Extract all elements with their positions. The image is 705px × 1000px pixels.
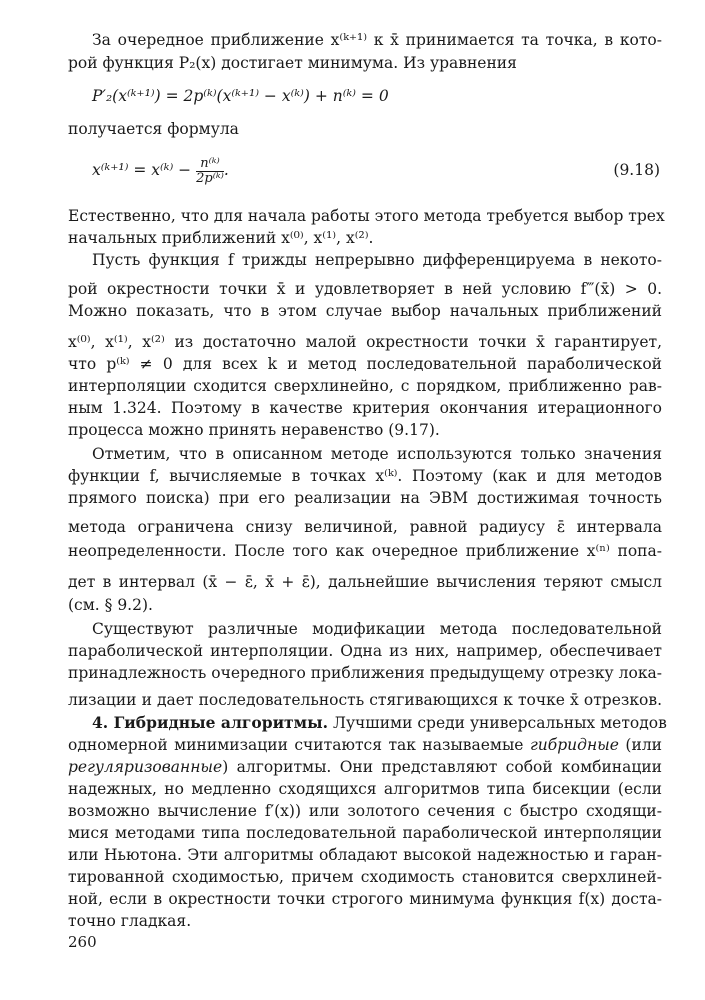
text-line: принадлежность очередного приближения предыдущему отрезку лока- (68, 664, 662, 682)
equation-lhs: x⁽ᵏ⁺¹⁾ = x⁽ᵏ⁾ − (92, 161, 192, 179)
text-line: метода ограничена снизу величиной, равной радиусу ε̄ интервала (68, 518, 662, 536)
fraction-numerator: n⁽ᵏ⁾ (196, 157, 224, 172)
text-line: что p⁽ᵏ⁾ ≠ 0 для всех k и метод последовательной параболической (68, 355, 662, 373)
emphasis-term: гибридные (529, 736, 619, 754)
equation-fraction (196, 157, 224, 185)
text-line: процесса можно принять неравенство (9.17). (68, 421, 440, 439)
text-line: Пусть функция f трижды непрерывно дифференцируема в некото- (92, 251, 662, 269)
text-line: возможно вычисление f′(x)) или золотого сечения с быстро сходящи- (68, 802, 662, 820)
text-line: Существуют различные модификации метода последовательной (92, 620, 662, 638)
text-line: начальных приближений x⁽⁰⁾, x⁽¹⁾, x⁽²⁾. (68, 229, 374, 247)
text-line: лизации и дает последовательность стягивающихся к точке x̄ отрезков. (68, 691, 662, 709)
text-line: неопределенности. После того как очередное приближение x⁽ⁿ⁾ попа- (68, 542, 662, 560)
section-heading: 4. Гибридные алгоритмы. (92, 713, 329, 732)
fraction-denominator: 2p⁽ᵏ⁾ (196, 170, 224, 186)
text-line: параболической интерполяции. Одна из них, например, обеспечивает (68, 642, 662, 660)
text-line: Естественно, что для начала работы этого метода требуется выбор трех (68, 207, 665, 225)
emphasis-term: регуляризованные (68, 758, 223, 776)
text-line: дет в интервал (x̄ − ε̄, x̄ + ε̄), дальнейшие вычисления теряют смысл (68, 573, 662, 591)
text-line: мися методами типа последовательной параболической интерполяции (68, 824, 662, 842)
equation-number: (9.18) (613, 161, 660, 179)
text-line: точно гладкая. (68, 912, 192, 930)
text-line: надежных, но медленно сходящихся алгоритмов типа бисекции (если (68, 780, 662, 798)
text-line: ной, если в окрестности точки строгого минимума функция f(x) доста- (68, 890, 662, 908)
text-line: прямого поиска) при его реализации на ЭВМ достижимая точность (68, 489, 662, 507)
text-line: рой окрестности точки x̄ и удовлетворяет в ней условию f‴(x̄) > 0. (68, 280, 662, 298)
text-line: тированной сходимостью, причем сходимость становится сверхлиней- (68, 868, 662, 886)
text-line: регуляризованные) алгоритмы. Они представляют собой комбинации (68, 758, 662, 776)
text-line: (см. § 9.2). (68, 596, 153, 614)
text-line: получается формула (68, 120, 239, 138)
text-line: x⁽⁰⁾, x⁽¹⁾, x⁽²⁾ из достаточно малой окрестности точки x̄ гарантирует, (68, 333, 662, 351)
equation-derivative: P′₂(x⁽ᵏ⁺¹⁾) = 2p⁽ᵏ⁾(x⁽ᵏ⁺¹⁾ − x⁽ᵏ⁾) + n⁽ᵏ⁾ = 0 (92, 87, 389, 105)
text-line: 4. Гибридные алгоритмы. Лучшими среди универсальных методов (92, 713, 667, 732)
text-line: За очередное приближение x⁽ᵏ⁺¹⁾ к x̄ принимается та точка, в кото- (92, 31, 662, 49)
text-line: или Ньютона. Эти алгоритмы обладают высокой надежностью и гаран- (68, 846, 662, 864)
equation-9-18 (92, 156, 229, 184)
text-line: Можно показать, что в этом случае выбор начальных приближений (68, 302, 662, 320)
text-line: интерполяции сходится сверхлинейно, с порядком, приближенно рав- (68, 377, 662, 395)
text-line: одномерной минимизации считаются так называемые гибридные (или (68, 736, 662, 754)
text-line: функции f, вычисляемые в точках x⁽ᵏ⁾. Поэтому (как и для методов (68, 467, 662, 485)
equation-period: . (223, 161, 229, 179)
text-line: Отметим, что в описанном методе используются только значения (92, 445, 662, 463)
text-line: рой функция P₂(x) достигает минимума. Из уравнения (68, 54, 517, 72)
text-line: ным 1.324. Поэтому в качестве критерия окончания итерационного (68, 399, 662, 417)
page-number: 260 (68, 933, 97, 951)
